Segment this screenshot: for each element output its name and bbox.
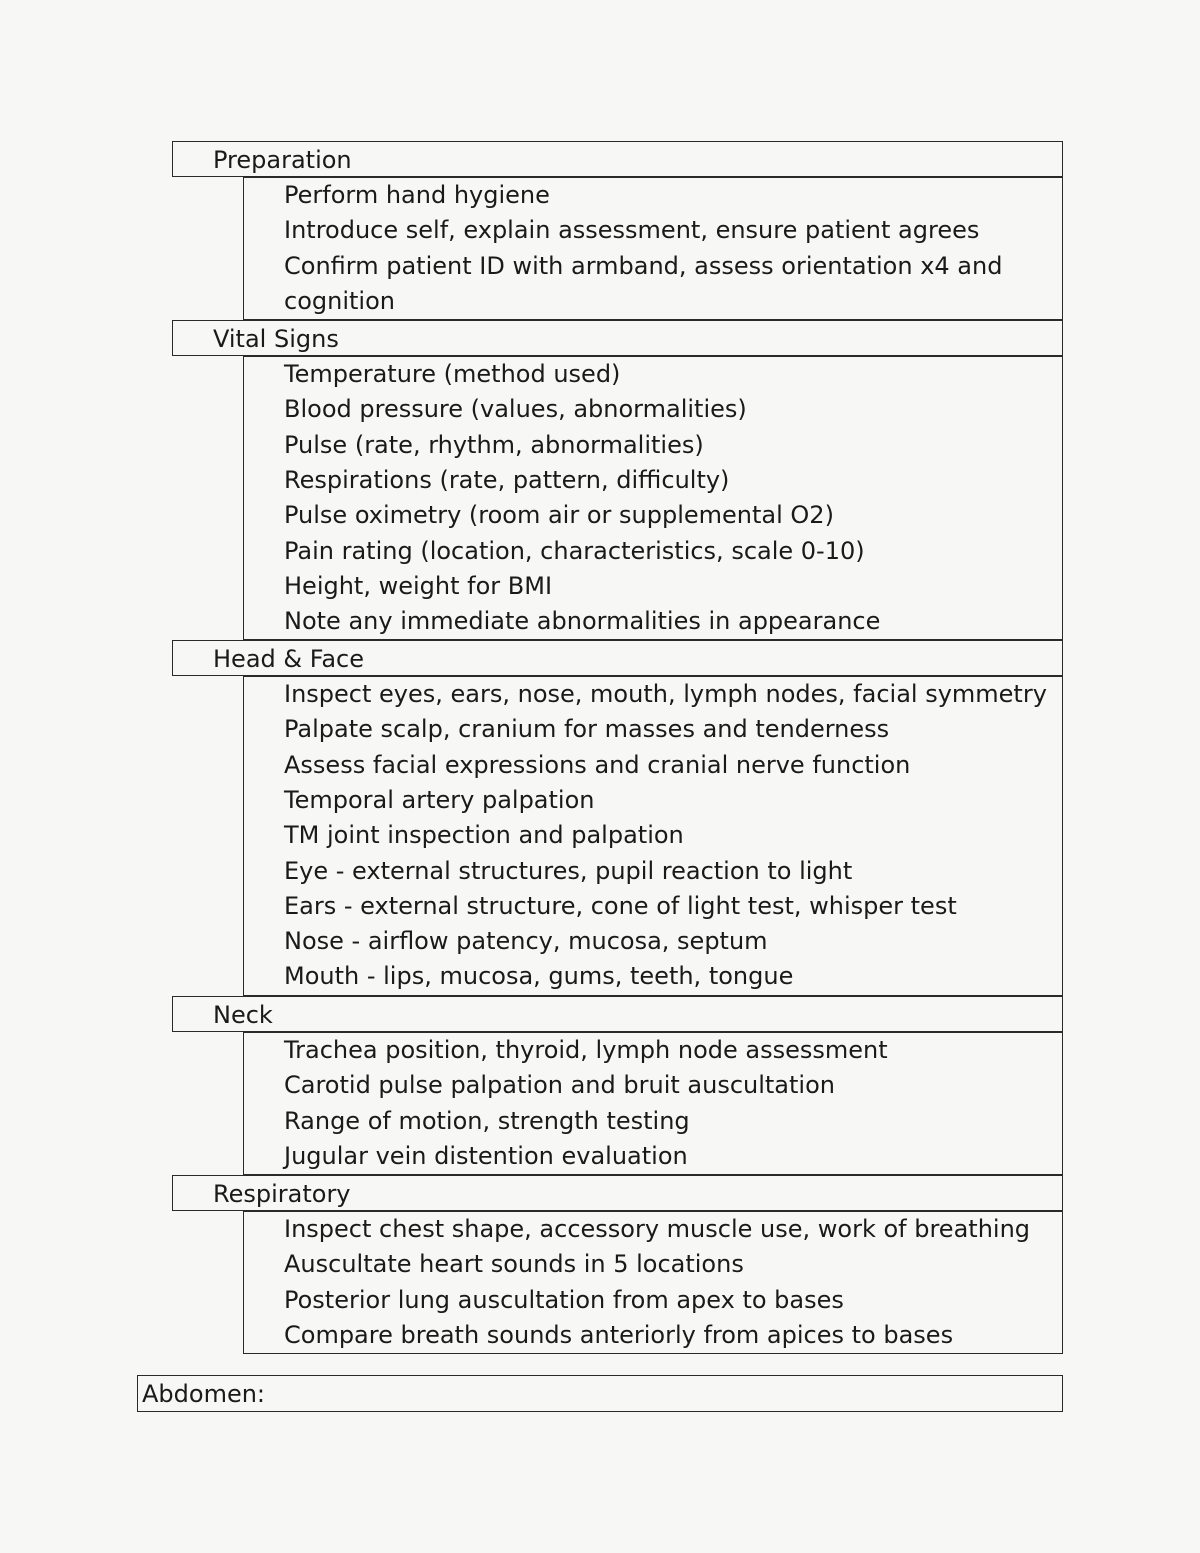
- checklist-line: TM joint inspection and palpation: [284, 821, 684, 850]
- checklist-line: Height, weight for BMI: [284, 571, 553, 600]
- section-items-vital-signs: [243, 356, 1063, 640]
- checklist-line: Temperature (method used): [284, 360, 621, 388]
- checklist-line: Trachea position, thyroid, lymph node assessment: [284, 1036, 888, 1064]
- abdomen-box: [137, 1375, 1063, 1412]
- checklist-line: Respirations (rate, pattern, difficulty): [284, 465, 730, 494]
- checklist-line: Ears - external structure, cone of light test, whisper test: [284, 891, 957, 920]
- checklist-line: Pain rating (location, characteristics, scale 0-10): [284, 536, 865, 565]
- checklist-line: Assess facial expressions and cranial nerve function: [284, 750, 911, 779]
- section-header-vital-signs: [172, 320, 1063, 356]
- checklist-line: Pulse (rate, rhythm, abnormalities): [284, 430, 704, 459]
- checklist-line: Auscultate heart sounds in 5 locations: [284, 1250, 744, 1279]
- checklist-line: Introduce self, explain assessment, ensure patient agrees: [284, 216, 980, 245]
- checklist-line: Pulse oximetry (room air or supplemental O2): [284, 501, 834, 530]
- section-header-respiratory: [172, 1175, 1063, 1211]
- checklist-line: cognition: [284, 286, 395, 315]
- checklist-line: Jugular vein distention evaluation: [284, 1141, 688, 1170]
- abdomen-label: Abdomen:: [142, 1380, 266, 1408]
- section-header-preparation: [172, 141, 1063, 177]
- checklist-line: Inspect eyes, ears, nose, mouth, lymph nodes, facial symmetry: [284, 680, 1047, 708]
- section-title: Respiratory: [213, 1180, 351, 1208]
- section-title: Preparation: [213, 146, 352, 174]
- section-title: Neck: [213, 1001, 273, 1029]
- section-header-neck: [172, 996, 1063, 1032]
- checklist-line: Carotid pulse palpation and bruit auscultation: [284, 1071, 835, 1100]
- section-items-preparation: [243, 177, 1063, 320]
- checklist-line: Temporal artery palpation: [284, 785, 595, 814]
- checklist-line: Compare breath sounds anteriorly from apices to bases: [284, 1320, 954, 1349]
- checklist-line: Palpate scalp, cranium for masses and tenderness: [284, 715, 890, 744]
- checklist-line: Note any immediate abnormalities in appearance: [284, 607, 881, 636]
- checklist-line: Blood pressure (values, abnormalities): [284, 395, 747, 424]
- section-items-respiratory: [243, 1211, 1063, 1354]
- section-title: Head & Face: [213, 645, 364, 673]
- checklist-line: Inspect chest shape, accessory muscle use, work of breathing: [284, 1215, 1031, 1243]
- checklist-line: Posterior lung auscultation from apex to bases: [284, 1285, 844, 1314]
- checklist-line: Nose - airflow patency, mucosa, septum: [284, 927, 768, 956]
- section-items-head-face: [243, 676, 1063, 996]
- checklist-line: Mouth - lips, mucosa, gums, teeth, tongue: [284, 962, 794, 991]
- section-header-head-face: [172, 640, 1063, 676]
- checklist-line: Perform hand hygiene: [284, 181, 550, 209]
- section-items-neck: [243, 1032, 1063, 1175]
- checklist-line: Range of motion, strength testing: [284, 1106, 690, 1135]
- section-title: Vital Signs: [213, 325, 339, 353]
- checklist-line: Confirm patient ID with armband, assess orientation x4 and: [284, 251, 1003, 280]
- checklist-line: Eye - external structures, pupil reaction to light: [284, 856, 853, 885]
